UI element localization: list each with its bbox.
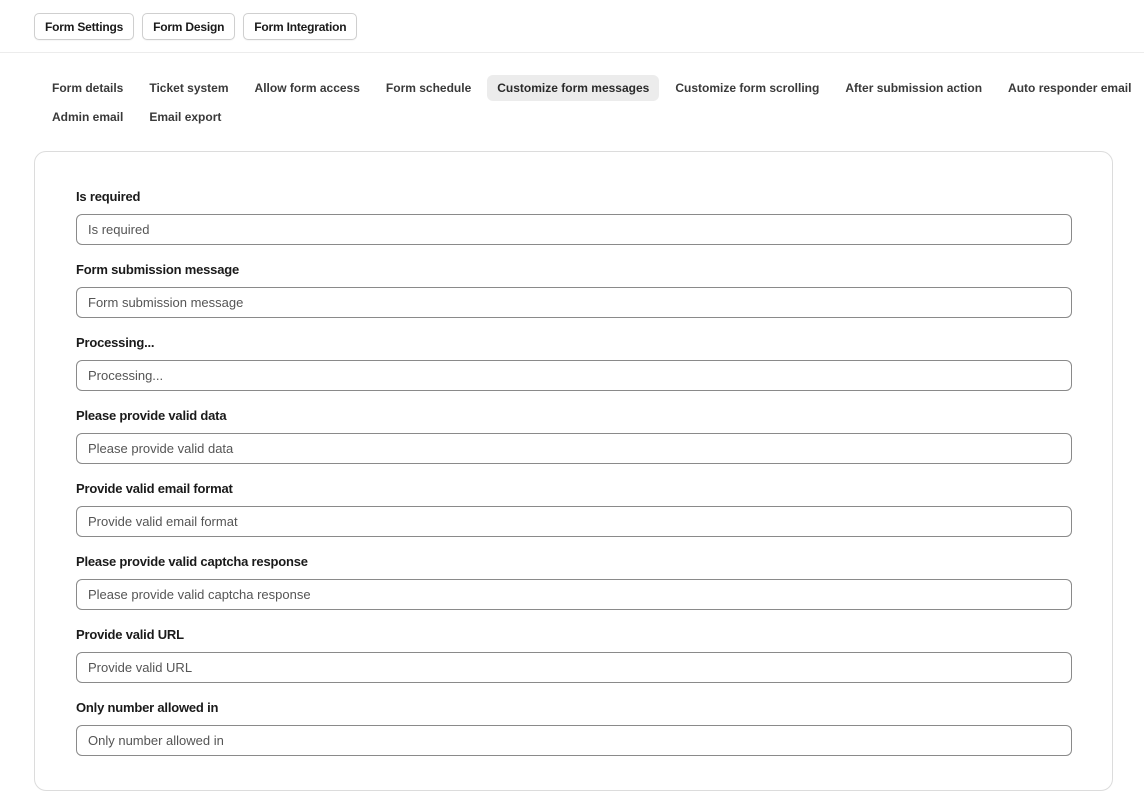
field-label: Please provide valid captcha response bbox=[76, 554, 308, 569]
field-valid-url bbox=[76, 626, 1072, 683]
field-valid-captcha bbox=[76, 553, 1072, 610]
field-label: Provide valid URL bbox=[76, 627, 184, 642]
field-label: Processing... bbox=[76, 335, 155, 350]
subtab-after-submission-action[interactable]: After submission action bbox=[845, 81, 983, 95]
subtab-auto-responder-email[interactable]: Auto responder email bbox=[1008, 81, 1132, 95]
field-label: Provide valid email format bbox=[76, 481, 233, 496]
tab-form-design[interactable]: Form Design bbox=[142, 13, 235, 40]
valid-captcha-input[interactable] bbox=[76, 579, 1072, 610]
subtabs-row-1 bbox=[42, 75, 1132, 101]
field-label: Please provide valid data bbox=[76, 408, 227, 423]
subtab-email-export[interactable]: Email export bbox=[149, 110, 222, 124]
subtab-allow-form-access[interactable]: Allow form access bbox=[254, 81, 360, 95]
form-submission-message-input[interactable] bbox=[76, 287, 1072, 318]
settings-subtabs bbox=[42, 75, 1132, 133]
is-required-input[interactable] bbox=[76, 214, 1072, 245]
field-label: Only number allowed in bbox=[76, 700, 219, 715]
subtabs-row-2 bbox=[42, 104, 1112, 130]
tab-form-integration[interactable]: Form Integration bbox=[243, 13, 357, 40]
field-label: Form submission message bbox=[76, 262, 240, 277]
subtab-admin-email[interactable]: Admin email bbox=[52, 110, 124, 124]
valid-email-format-input[interactable] bbox=[76, 506, 1072, 537]
valid-data-input[interactable] bbox=[76, 433, 1072, 464]
field-processing bbox=[76, 334, 1072, 391]
processing-input[interactable] bbox=[76, 360, 1072, 391]
field-valid-email-format bbox=[76, 480, 1072, 537]
top-tabs bbox=[34, 13, 357, 40]
field-is-required bbox=[76, 188, 1072, 245]
subtab-customize-form-scrolling[interactable]: Customize form scrolling bbox=[675, 81, 820, 95]
subtab-form-schedule[interactable]: Form schedule bbox=[385, 81, 472, 95]
subtab-customize-form-messages[interactable]: Customize form messages bbox=[487, 75, 659, 101]
field-valid-data bbox=[76, 407, 1072, 464]
form-messages-card bbox=[34, 151, 1113, 791]
subtab-form-details[interactable]: Form details bbox=[52, 81, 124, 95]
subtab-ticket-system[interactable]: Ticket system bbox=[149, 81, 229, 95]
valid-url-input[interactable] bbox=[76, 652, 1072, 683]
only-number-input[interactable] bbox=[76, 725, 1072, 756]
field-form-submission-message bbox=[76, 261, 1072, 318]
field-label: Is required bbox=[76, 189, 141, 204]
field-only-number bbox=[76, 699, 1072, 756]
tab-form-settings[interactable]: Form Settings bbox=[34, 13, 134, 40]
top-bar bbox=[0, 0, 1144, 53]
